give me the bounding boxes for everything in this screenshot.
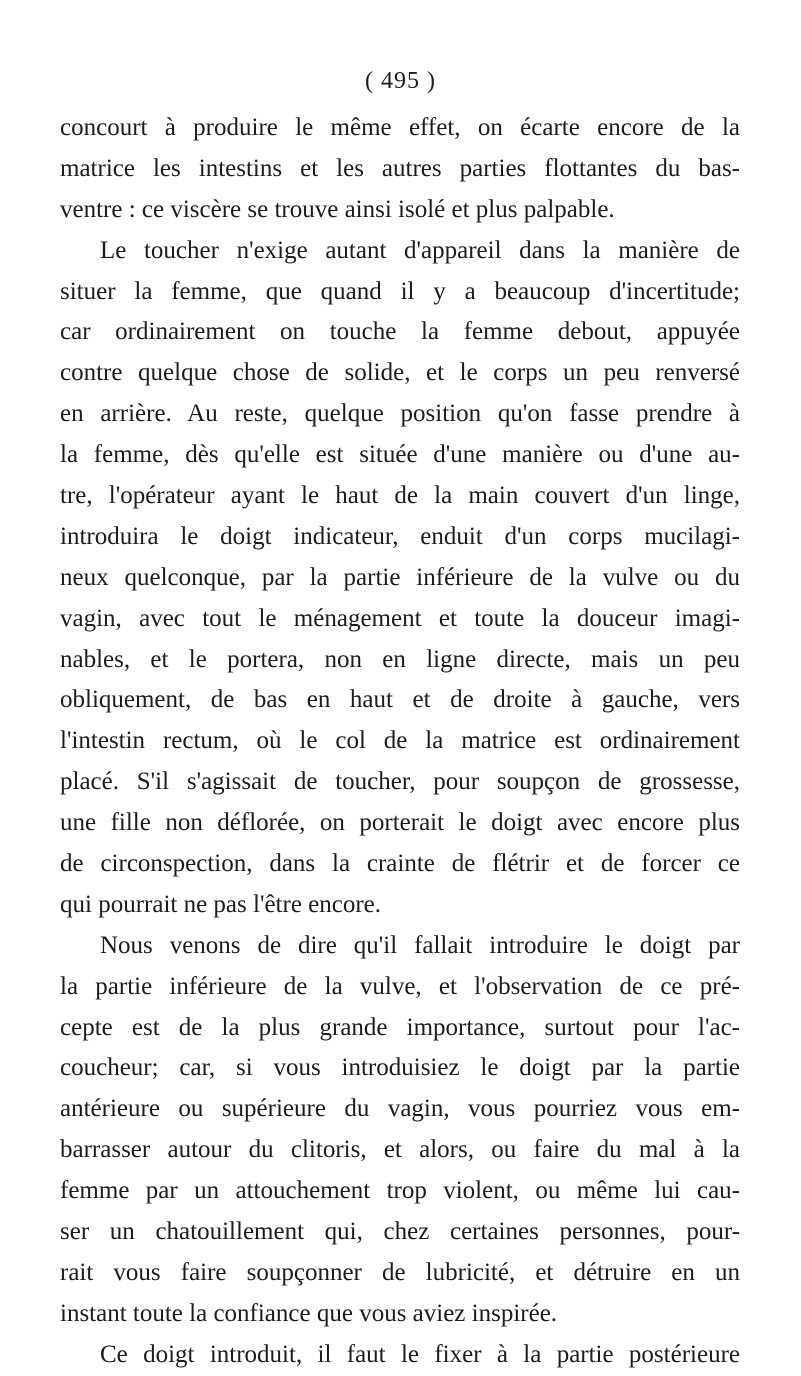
page-number: ( 495 ) — [365, 68, 436, 94]
text-line: car ordinairement on touche la femme debout, appuyée — [60, 318, 740, 346]
text-line: Le toucher n'exige autant d'appareil dans la manière de — [100, 236, 740, 264]
text-line: situer la femme, que quand il y a beaucoup d'incertitude; — [60, 277, 740, 305]
text-line: barrasser autour du clitoris, et alors, ou faire du mal à la — [60, 1136, 740, 1164]
text-line: ventre : ce viscère se trouve ainsi isolé et plus palpable. — [60, 195, 615, 223]
text-line: Ce doigt introduit, il faut le fixer à la partie postérieure — [100, 1340, 740, 1368]
text-line: femme par un attouchement trop violent, ou même lui cau- — [60, 1177, 740, 1205]
text-line: l'intestin rectum, où le col de la matrice est ordinairement — [60, 727, 740, 755]
text-line: en arrière. Au reste, quelque position qu'on fasse prendre à — [60, 400, 740, 428]
text-line: une fille non déflorée, on porterait le doigt avec encore plus — [60, 809, 740, 837]
text-line: tre, l'opérateur ayant le haut de la main couvert d'un linge, — [60, 482, 740, 510]
text-line: coucheur; car, si vous introduisiez le doigt par la partie — [60, 1054, 740, 1082]
text-line: rait vous faire soupçonner de lubricité, et détruire en un — [60, 1258, 740, 1286]
text-line: contre quelque chose de solide, et le corps un peu renversé — [60, 359, 740, 387]
text-line: neux quelconque, par la partie inférieure de la vulve ou du — [60, 563, 740, 591]
text-line: antérieure ou supérieure du vagin, vous pourriez vous em- — [60, 1095, 740, 1123]
text-line: de circonspection, dans la crainte de flétrir et de forcer ce — [60, 850, 740, 878]
text-line: matrice les intestins et les autres parties flottantes du bas- — [60, 154, 740, 182]
text-line: ser un chatouillement qui, chez certaines personnes, pour- — [60, 1218, 740, 1246]
body-text — [60, 108, 740, 1376]
text-line: placé. S'il s'agissait de toucher, pour soupçon de grossesse, — [60, 768, 740, 796]
text-line: obliquement, de bas en haut et de droite à gauche, vers — [60, 686, 740, 714]
text-line: vagin, avec tout le ménagement et toute la douceur imagi- — [60, 604, 740, 632]
text-line: la femme, dès qu'elle est située d'une manière ou d'une au- — [60, 441, 740, 469]
text-line: concourt à produire le même effet, on écarte encore de la — [60, 114, 740, 141]
text-line: instant toute la confiance que vous aviez inspirée. — [60, 1299, 558, 1327]
text-line: qui pourrait ne pas l'être encore. — [60, 890, 382, 918]
text-line: cepte est de la plus grande importance, surtout pour l'ac- — [60, 1013, 740, 1041]
text-line: nables, et le portera, non en ligne directe, mais un peu — [60, 645, 740, 673]
text-line: Nous venons de dire qu'il fallait introduire le doigt par — [100, 931, 740, 959]
text-line: la partie inférieure de la vulve, et l'observation de ce pré- — [60, 972, 740, 1000]
text-line: introduira le doigt indicateur, enduit d'un corps mucilagi- — [60, 522, 740, 550]
